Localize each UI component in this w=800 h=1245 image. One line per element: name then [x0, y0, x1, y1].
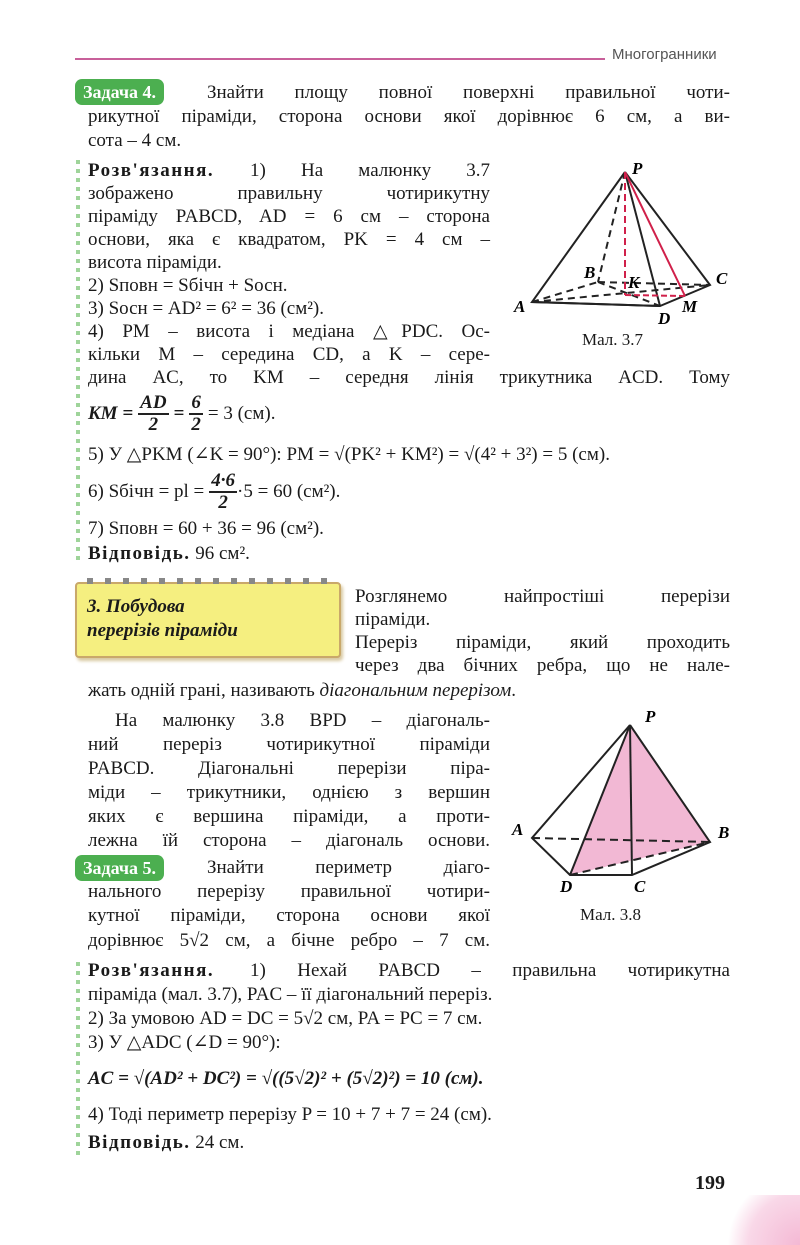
denominator: 2 [191, 414, 201, 435]
label-C: C [634, 877, 646, 895]
task-5-text: нального перерізу правильної чотири- [88, 881, 490, 902]
task-5-badge: Задача 5. [75, 855, 164, 881]
section-text: лежна їй сторона – діагональ основи. [88, 830, 490, 851]
label-D: D [560, 877, 573, 895]
task-4-text: рикутної піраміди, сторона основи якої дорівнює 6 см, а ви- [88, 106, 730, 127]
label-B: B [718, 823, 730, 842]
task-5-text: Знайти периметр діаго- [207, 857, 490, 878]
solution-step-6 [88, 470, 340, 514]
section-text: Розглянемо найпростіші перерізи [355, 586, 730, 607]
figure-3-8-caption: Мал. 3.8 [580, 905, 642, 924]
definition-line [88, 680, 516, 702]
margin-dots [76, 160, 80, 560]
spiral-rings [87, 578, 329, 584]
section-text: міди – трикутники, однією з вершин [88, 782, 490, 803]
section-text: через два бічних ребра, що не нале- [355, 655, 730, 676]
section-text: PABCD. Діагональні перерізи пірa- [88, 758, 490, 779]
km-lhs: KM = [88, 403, 134, 424]
solution-line: основи, яка є квадратом, PK = 4 см – [88, 229, 490, 250]
solution-step-4: 4) Тоді периметр перерізу P = 10 + 7 + 7 = 24 (см). [88, 1104, 492, 1125]
solution-line: 3) У △ADC (∠D = 90°): [88, 1032, 281, 1053]
numerator: 4·6 [211, 470, 236, 491]
section-header: Многогранники [612, 46, 717, 63]
figure-3-7-pyramid [510, 160, 740, 330]
step6-pre: 6) Sбічн = pl = [88, 481, 205, 502]
numerator: AD [140, 392, 167, 413]
definition-term: діагональним перерізом [319, 680, 512, 701]
equals: = [173, 403, 185, 424]
solution-line: піраміду PABCD, AD = 6 см – сторона [88, 206, 490, 227]
task-5-text: дорівнює 5√2 см, а бічне ребро – 7 см. [88, 930, 490, 951]
definition-post: . [511, 680, 516, 701]
section-3-title-box [75, 582, 341, 658]
solution-line: дина AC, то KM – середня лінія трикутника ACD. Тому [88, 367, 730, 388]
solution-step-7: 7) Sповн = 60 + 36 = 96 (см²). [88, 518, 324, 539]
fraction [138, 393, 168, 435]
solution-line: висота піраміди. [88, 252, 222, 273]
ac-formula: AC = √(AD² + DC²) = √((5√2)² + (5√2)²) = 10 (см). [88, 1068, 484, 1089]
step6-post: ·5 = 60 (см²). [237, 481, 341, 502]
decorative-crystal [710, 1195, 800, 1245]
solution-line: кільки M – середина CD, а K – сере- [88, 344, 490, 365]
answer: 96 см². [195, 543, 250, 564]
km-rhs: = 3 (см). [207, 403, 276, 424]
label-P: P [632, 160, 643, 178]
denominator: 2 [148, 414, 159, 435]
section-text: На малюнку 3.8 BPD – діагональ- [115, 710, 490, 731]
section-title-line: 3. Побудова [87, 596, 185, 617]
figure-3-8-pyramid [510, 700, 740, 895]
section-text: яких є вершина піраміди, а проти- [88, 806, 490, 827]
margin-dots [76, 962, 80, 1157]
task-4-badge: Задача 4. [75, 79, 164, 105]
section-text: ний переріз чотирикутної піраміди [88, 734, 490, 755]
task-5-text: кутної піраміди, сторона основи якої [88, 905, 490, 926]
solution-line: 4) PM – висота і медіана △PDC. Ос- [88, 321, 490, 342]
task-4-text: Знайти площу повної поверхні правильної чоти- [207, 82, 730, 103]
label-K: K [628, 273, 640, 292]
answer-label: Відповідь. [88, 1132, 191, 1153]
label-A: A [512, 820, 524, 839]
answer-line [88, 543, 250, 565]
solution-line: 3) Sосн = AD² = 6² = 36 (см²). [88, 298, 325, 319]
answer-label: Відповідь. [88, 543, 191, 564]
solution-line: 2) За умовою AD = DC = 5√2 см, PA = PC = 7 см. [88, 1008, 483, 1029]
answer-line [88, 1132, 244, 1154]
section-text: Переріз піраміди, який проходить [355, 632, 730, 653]
section-title-line: перерізів піраміди [87, 620, 238, 641]
solution-line: 1) Нехай PABCD – правильна чотирикутна [250, 960, 730, 981]
label-B: B [584, 263, 596, 282]
solution-step-5: 5) У △PKM (∠K = 90°): PM = √(PK² + KM²) = √(4² + 3²) = 5 (см). [88, 444, 610, 465]
task-4-text: сота – 4 см. [88, 130, 182, 151]
solution-line: 2) Sповн = Sбічн + Sосн. [88, 275, 288, 296]
label-D: D [658, 309, 671, 328]
solution-line: піраміда (мал. 3.7), PAC – її діагональний переріз. [88, 984, 493, 1005]
numerator: 6 [191, 392, 201, 413]
denominator: 2 [218, 492, 228, 513]
answer: 24 см. [195, 1132, 245, 1153]
definition-pre: жать одній грані, називають [88, 680, 320, 701]
solution-line: 1) На малюнку 3.7 [250, 160, 490, 181]
label-M: M [682, 297, 698, 316]
solution-label: Розв'язання. [88, 160, 215, 181]
solution-line: зображено правильну чотирикутну [88, 183, 490, 204]
fraction [209, 471, 237, 513]
section-text: піраміди. [355, 609, 431, 630]
page-number: 199 [695, 1172, 725, 1194]
solution-label: Розв'язання. [88, 960, 215, 981]
header-rule [75, 58, 605, 60]
label-P: P [645, 707, 656, 726]
fraction [189, 393, 203, 435]
label-A: A [514, 297, 526, 316]
figure-3-7-caption: Мал. 3.7 [582, 330, 644, 349]
label-C: C [716, 269, 728, 288]
km-formula [88, 392, 275, 436]
